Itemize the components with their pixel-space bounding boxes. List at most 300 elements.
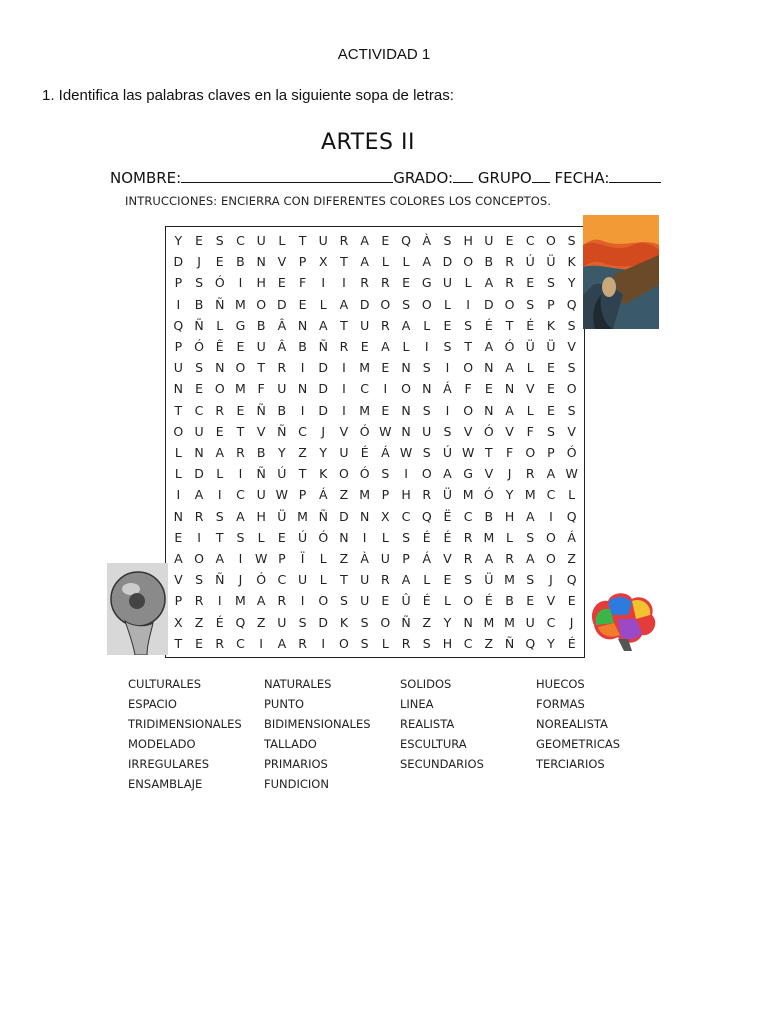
- grid-letter[interactable]: B: [236, 254, 245, 270]
- grid-letter[interactable]: R: [339, 339, 349, 355]
- grid-letter[interactable]: O: [463, 254, 474, 270]
- grid-letter[interactable]: Ú: [277, 466, 287, 482]
- grid-letter[interactable]: I: [342, 402, 346, 418]
- grid-letter[interactable]: M: [235, 593, 246, 609]
- grid-letter[interactable]: É: [443, 529, 452, 545]
- grid-letter[interactable]: É: [484, 317, 493, 333]
- grid-letter[interactable]: C: [236, 487, 245, 503]
- grid-letter[interactable]: S: [464, 572, 473, 588]
- grado-field[interactable]: [453, 168, 473, 183]
- grid-letter[interactable]: L: [381, 529, 389, 545]
- grid-letter[interactable]: E: [567, 593, 576, 609]
- grid-letter[interactable]: X: [318, 254, 328, 270]
- grid-letter[interactable]: O: [463, 402, 474, 418]
- grid-letter[interactable]: A: [215, 551, 225, 567]
- grid-letter[interactable]: Ú: [297, 529, 308, 545]
- grid-letter[interactable]: L: [423, 317, 431, 333]
- grid-letter[interactable]: A: [360, 254, 369, 270]
- grid-letter[interactable]: N: [463, 614, 473, 630]
- grid-letter[interactable]: S: [526, 572, 535, 588]
- grid-letter[interactable]: U: [256, 339, 266, 355]
- grid-letter[interactable]: M: [504, 614, 515, 630]
- grid-letter[interactable]: Q: [401, 233, 411, 249]
- grid-letter[interactable]: P: [298, 487, 307, 503]
- nombre-field[interactable]: [181, 168, 393, 183]
- grid-letter[interactable]: L: [526, 360, 534, 376]
- grid-letter[interactable]: B: [505, 593, 514, 609]
- grid-letter[interactable]: I: [300, 402, 305, 418]
- grid-letter[interactable]: Ó: [256, 572, 267, 588]
- grid-letter[interactable]: U: [277, 614, 287, 630]
- grid-letter[interactable]: A: [401, 317, 411, 333]
- grid-letter[interactable]: V: [525, 381, 535, 397]
- grid-letter[interactable]: I: [300, 360, 305, 376]
- grid-letter[interactable]: E: [505, 233, 514, 249]
- grid-letter[interactable]: L: [319, 296, 327, 312]
- grid-letter[interactable]: L: [506, 529, 514, 545]
- grid-letter[interactable]: R: [505, 551, 514, 567]
- grid-letter[interactable]: U: [442, 275, 453, 291]
- grid-letter[interactable]: Ó: [483, 423, 494, 439]
- grid-letter[interactable]: I: [238, 551, 243, 567]
- grid-letter[interactable]: Ó: [359, 423, 370, 439]
- grid-letter[interactable]: L: [216, 317, 224, 333]
- grid-letter[interactable]: É: [526, 317, 535, 333]
- grid-letter[interactable]: V: [505, 423, 514, 439]
- grid-letter[interactable]: A: [401, 572, 411, 588]
- grid-letter[interactable]: R: [505, 254, 514, 270]
- grid-letter[interactable]: P: [381, 487, 390, 503]
- grid-letter[interactable]: Â: [277, 317, 287, 333]
- grid-letter[interactable]: Ñ: [256, 402, 266, 418]
- grid-letter[interactable]: V: [277, 254, 287, 270]
- grid-letter[interactable]: R: [525, 466, 535, 482]
- grid-letter[interactable]: Ó: [214, 275, 225, 291]
- grid-letter[interactable]: T: [215, 529, 224, 545]
- grid-letter[interactable]: V: [463, 423, 473, 439]
- grid-letter[interactable]: L: [568, 487, 576, 503]
- grid-letter[interactable]: R: [194, 508, 204, 524]
- grid-letter[interactable]: D: [442, 254, 453, 270]
- grid-letter[interactable]: S: [567, 233, 576, 249]
- grid-letter[interactable]: É: [567, 635, 576, 651]
- grid-letter[interactable]: O: [173, 423, 184, 439]
- grid-letter[interactable]: B: [256, 317, 266, 333]
- grid-letter[interactable]: Ü: [484, 572, 494, 588]
- grid-letter[interactable]: I: [362, 529, 367, 545]
- grid-letter[interactable]: D: [484, 296, 494, 312]
- grid-letter[interactable]: U: [525, 614, 535, 630]
- grid-letter[interactable]: S: [526, 296, 535, 312]
- grid-letter[interactable]: S: [526, 529, 535, 545]
- grid-letter[interactable]: V: [546, 593, 556, 609]
- grid-letter[interactable]: M: [359, 402, 371, 418]
- grid-letter[interactable]: V: [567, 423, 576, 439]
- grid-letter[interactable]: J: [197, 254, 201, 270]
- grid-letter[interactable]: M: [524, 487, 536, 503]
- grid-letter[interactable]: S: [567, 402, 576, 418]
- grid-letter[interactable]: A: [194, 487, 204, 503]
- grid-letter[interactable]: É: [422, 593, 431, 609]
- grid-letter[interactable]: Ü: [546, 339, 556, 355]
- grid-letter[interactable]: O: [504, 296, 515, 312]
- grid-letter[interactable]: O: [566, 381, 577, 397]
- grid-letter[interactable]: I: [217, 593, 222, 609]
- grid-letter[interactable]: B: [484, 254, 494, 270]
- grupo-field[interactable]: [532, 168, 550, 183]
- grid-letter[interactable]: E: [484, 381, 493, 397]
- grid-letter[interactable]: N: [422, 381, 432, 397]
- grid-letter[interactable]: R: [236, 445, 245, 461]
- grid-letter[interactable]: I: [342, 275, 346, 291]
- grid-letter[interactable]: P: [547, 296, 555, 312]
- grid-letter[interactable]: Z: [256, 614, 266, 630]
- grid-letter[interactable]: A: [318, 317, 328, 333]
- grid-letter[interactable]: E: [215, 423, 224, 439]
- grid-letter[interactable]: O: [546, 233, 556, 249]
- grid-letter[interactable]: E: [443, 572, 452, 588]
- grid-letter[interactable]: R: [277, 593, 287, 609]
- grid-letter[interactable]: S: [443, 339, 452, 355]
- grid-letter[interactable]: Q: [566, 296, 577, 312]
- grid-letter[interactable]: E: [526, 275, 535, 291]
- grid-letter[interactable]: X: [174, 614, 183, 630]
- grid-letter[interactable]: W: [275, 487, 289, 503]
- grid-letter[interactable]: G: [463, 466, 473, 482]
- grid-letter[interactable]: H: [463, 233, 473, 249]
- grid-letter[interactable]: E: [236, 402, 245, 418]
- grid-letter[interactable]: O: [421, 466, 432, 482]
- grid-letter[interactable]: Ü: [525, 339, 535, 355]
- grid-letter[interactable]: H: [401, 487, 411, 503]
- grid-letter[interactable]: J: [507, 466, 512, 482]
- grid-letter[interactable]: E: [381, 360, 390, 376]
- grid-letter[interactable]: M: [483, 614, 495, 630]
- grid-letter[interactable]: M: [462, 487, 474, 503]
- grid-letter[interactable]: Ó: [318, 529, 329, 545]
- grid-letter[interactable]: Y: [567, 275, 576, 291]
- grid-letter[interactable]: N: [194, 445, 204, 461]
- grid-letter[interactable]: Ü: [277, 508, 287, 524]
- grid-letter[interactable]: O: [401, 381, 411, 397]
- grid-letter[interactable]: M: [235, 381, 246, 397]
- grid-letter[interactable]: A: [236, 508, 245, 524]
- grid-letter[interactable]: Y: [174, 233, 183, 249]
- grid-letter[interactable]: W: [379, 423, 392, 439]
- grid-letter[interactable]: A: [505, 360, 514, 376]
- grid-letter[interactable]: I: [176, 296, 181, 312]
- grid-letter[interactable]: É: [215, 614, 224, 630]
- grid-letter[interactable]: Ü: [442, 487, 453, 503]
- grid-letter[interactable]: Y: [505, 487, 514, 503]
- grid-letter[interactable]: C: [546, 487, 556, 503]
- grid-letter[interactable]: E: [195, 381, 203, 397]
- grid-letter[interactable]: I: [342, 360, 346, 376]
- grid-letter[interactable]: É: [360, 445, 369, 461]
- grid-letter[interactable]: I: [176, 487, 181, 503]
- grid-letter[interactable]: É: [484, 593, 493, 609]
- grid-letter[interactable]: M: [359, 487, 371, 503]
- grid-letter[interactable]: S: [195, 360, 203, 376]
- grid-letter[interactable]: U: [360, 317, 370, 333]
- grid-letter[interactable]: L: [319, 572, 327, 588]
- grid-letter[interactable]: I: [445, 360, 450, 376]
- grid-letter[interactable]: D: [318, 360, 329, 376]
- grid-letter[interactable]: A: [360, 233, 369, 249]
- grid-letter[interactable]: E: [443, 317, 452, 333]
- grid-letter[interactable]: Q: [566, 572, 577, 588]
- grid-letter[interactable]: U: [173, 360, 183, 376]
- grid-letter[interactable]: V: [443, 551, 452, 567]
- grid-letter[interactable]: O: [546, 551, 556, 567]
- grid-letter[interactable]: U: [360, 572, 370, 588]
- grid-letter[interactable]: F: [526, 423, 534, 439]
- grid-letter[interactable]: Ú: [525, 254, 535, 270]
- grid-letter[interactable]: Ó: [194, 339, 204, 355]
- grid-letter[interactable]: D: [318, 402, 329, 418]
- grid-letter[interactable]: S: [546, 275, 555, 291]
- grid-letter[interactable]: R: [381, 317, 390, 333]
- grid-letter[interactable]: J: [569, 614, 574, 630]
- grid-letter[interactable]: R: [360, 275, 369, 291]
- grid-letter[interactable]: Y: [547, 635, 555, 651]
- grid-letter[interactable]: N: [173, 508, 184, 524]
- grid-letter[interactable]: D: [339, 508, 349, 524]
- grid-letter[interactable]: U: [422, 423, 432, 439]
- grid-letter[interactable]: Á: [318, 487, 328, 503]
- grid-letter[interactable]: O: [546, 529, 556, 545]
- grid-letter[interactable]: L: [464, 275, 472, 291]
- grid-letter[interactable]: Â: [277, 339, 287, 355]
- grid-letter[interactable]: É: [422, 529, 431, 545]
- grid-letter[interactable]: I: [238, 275, 243, 291]
- grid-letter[interactable]: A: [381, 339, 390, 355]
- grid-letter[interactable]: S: [422, 402, 431, 418]
- grid-letter[interactable]: Ü: [546, 254, 556, 270]
- grid-letter[interactable]: N: [401, 360, 411, 376]
- grid-letter[interactable]: Ê: [215, 339, 224, 355]
- grid-letter[interactable]: N: [359, 508, 370, 524]
- grid-letter[interactable]: B: [484, 508, 494, 524]
- grid-letter[interactable]: E: [174, 529, 183, 545]
- grid-letter[interactable]: I: [217, 487, 222, 503]
- grid-letter[interactable]: A: [339, 296, 349, 312]
- grid-letter[interactable]: F: [464, 381, 472, 397]
- grid-letter[interactable]: P: [278, 551, 286, 567]
- grid-letter[interactable]: I: [321, 275, 326, 291]
- grid-letter[interactable]: K: [339, 614, 349, 630]
- grid-letter[interactable]: B: [298, 339, 307, 355]
- grid-letter[interactable]: Q: [173, 317, 184, 333]
- grid-letter[interactable]: L: [402, 254, 410, 270]
- grid-letter[interactable]: Q: [235, 614, 246, 630]
- grid-letter[interactable]: D: [359, 296, 370, 312]
- grid-letter[interactable]: S: [236, 529, 245, 545]
- grid-letter[interactable]: S: [298, 614, 307, 630]
- grid-letter[interactable]: J: [238, 572, 243, 588]
- grid-letter[interactable]: G: [235, 317, 246, 333]
- grid-letter[interactable]: Z: [484, 635, 494, 651]
- grid-letter[interactable]: Ñ: [401, 614, 411, 630]
- grid-letter[interactable]: F: [505, 445, 514, 461]
- grid-letter[interactable]: A: [525, 551, 535, 567]
- grid-letter[interactable]: E: [298, 296, 307, 312]
- grid-letter[interactable]: S: [195, 572, 203, 588]
- grid-letter[interactable]: E: [381, 593, 390, 609]
- grid-letter[interactable]: Ó: [359, 466, 370, 482]
- grid-letter[interactable]: E: [215, 254, 224, 270]
- grid-letter[interactable]: Á: [381, 445, 390, 461]
- grid-letter[interactable]: Z: [339, 551, 349, 567]
- grid-letter[interactable]: V: [484, 466, 494, 482]
- grid-letter[interactable]: Z: [298, 445, 307, 461]
- grid-letter[interactable]: U: [318, 233, 328, 249]
- grid-letter[interactable]: R: [215, 635, 225, 651]
- grid-letter[interactable]: V: [256, 423, 266, 439]
- grid-letter[interactable]: O: [194, 551, 204, 567]
- grid-letter[interactable]: X: [381, 508, 390, 524]
- grid-letter[interactable]: I: [424, 339, 429, 355]
- grid-letter[interactable]: I: [445, 402, 450, 418]
- grid-letter[interactable]: J: [549, 572, 553, 588]
- grid-letter[interactable]: I: [383, 381, 388, 397]
- grid-letter[interactable]: Ó: [566, 445, 577, 461]
- grid-letter[interactable]: D: [318, 381, 329, 397]
- grid-letter[interactable]: H: [442, 635, 453, 651]
- grid-letter[interactable]: T: [340, 254, 348, 270]
- grid-letter[interactable]: E: [360, 339, 369, 355]
- grid-letter[interactable]: L: [381, 254, 389, 270]
- grid-letter[interactable]: A: [525, 508, 535, 524]
- grid-letter[interactable]: A: [484, 339, 494, 355]
- grid-letter[interactable]: I: [238, 466, 243, 482]
- grid-letter[interactable]: Y: [278, 445, 286, 461]
- fecha-field[interactable]: [609, 168, 661, 183]
- grid-letter[interactable]: D: [277, 296, 287, 312]
- grid-letter[interactable]: U: [297, 572, 308, 588]
- grid-letter[interactable]: S: [567, 360, 576, 376]
- grid-letter[interactable]: T: [298, 466, 307, 482]
- grid-letter[interactable]: E: [381, 233, 390, 249]
- grid-letter[interactable]: I: [404, 466, 408, 482]
- grid-letter[interactable]: A: [505, 402, 514, 418]
- grid-letter[interactable]: S: [422, 635, 431, 651]
- grid-letter[interactable]: E: [546, 381, 555, 397]
- grid-letter[interactable]: B: [277, 402, 287, 418]
- grid-letter[interactable]: C: [360, 381, 370, 397]
- grid-letter[interactable]: C: [236, 635, 245, 651]
- grid-letter[interactable]: I: [259, 635, 263, 651]
- grid-letter[interactable]: D: [194, 466, 204, 482]
- grid-letter[interactable]: R: [215, 402, 225, 418]
- grid-letter[interactable]: U: [360, 593, 370, 609]
- grid-letter[interactable]: O: [463, 360, 474, 376]
- grid-letter[interactable]: S: [215, 233, 224, 249]
- grid-letter[interactable]: R: [277, 360, 287, 376]
- grid-letter[interactable]: S: [402, 529, 410, 545]
- grid-letter[interactable]: L: [443, 593, 451, 609]
- grid-letter[interactable]: N: [401, 423, 411, 439]
- grid-letter[interactable]: Á: [422, 551, 432, 567]
- grid-letter[interactable]: E: [546, 360, 555, 376]
- grid-letter[interactable]: A: [174, 551, 183, 567]
- grid-letter[interactable]: E: [402, 275, 410, 291]
- grid-letter[interactable]: Ñ: [318, 508, 328, 524]
- grid-letter[interactable]: S: [381, 466, 390, 482]
- grid-letter[interactable]: Y: [443, 614, 452, 630]
- grid-letter[interactable]: V: [339, 423, 349, 439]
- grid-letter[interactable]: U: [194, 423, 204, 439]
- grid-letter[interactable]: U: [339, 445, 349, 461]
- grid-letter[interactable]: Ñ: [318, 339, 328, 355]
- grid-letter[interactable]: T: [340, 572, 348, 588]
- grid-letter[interactable]: K: [546, 317, 556, 333]
- grid-letter[interactable]: N: [504, 381, 515, 397]
- grid-letter[interactable]: W: [461, 445, 475, 461]
- grid-letter[interactable]: C: [277, 572, 287, 588]
- grid-letter[interactable]: T: [174, 635, 183, 651]
- grid-letter[interactable]: E: [277, 275, 286, 291]
- grid-letter[interactable]: Y: [319, 445, 328, 461]
- grid-letter[interactable]: S: [464, 317, 473, 333]
- grid-letter[interactable]: E: [526, 593, 535, 609]
- grid-letter[interactable]: P: [298, 254, 307, 270]
- grid-letter[interactable]: U: [256, 487, 266, 503]
- grid-letter[interactable]: K: [319, 466, 328, 482]
- grid-letter[interactable]: Á: [567, 529, 576, 545]
- grid-letter[interactable]: Ó: [483, 487, 494, 503]
- grid-letter[interactable]: R: [505, 275, 514, 291]
- grid-letter[interactable]: S: [195, 275, 203, 291]
- grid-letter[interactable]: S: [402, 296, 410, 312]
- grid-letter[interactable]: S: [360, 635, 369, 651]
- grid-letter[interactable]: O: [214, 381, 225, 397]
- grid-letter[interactable]: W: [565, 466, 578, 482]
- grid-letter[interactable]: R: [194, 593, 204, 609]
- grid-letter[interactable]: T: [340, 317, 348, 333]
- grid-letter[interactable]: O: [463, 593, 474, 609]
- grid-letter[interactable]: C: [525, 233, 535, 249]
- grid-letter[interactable]: P: [547, 445, 555, 461]
- grid-letter[interactable]: A: [215, 445, 225, 461]
- grid-letter[interactable]: P: [174, 593, 183, 609]
- grid-letter[interactable]: N: [297, 317, 308, 333]
- grid-letter[interactable]: V: [567, 339, 576, 355]
- grid-letter[interactable]: O: [339, 635, 349, 651]
- grid-letter[interactable]: Ñ: [215, 296, 225, 312]
- grid-letter[interactable]: Q: [566, 508, 577, 524]
- grid-letter[interactable]: O: [380, 296, 391, 312]
- grid-letter[interactable]: Z: [339, 487, 349, 503]
- grid-letter[interactable]: O: [380, 614, 391, 630]
- grid-letter[interactable]: S: [422, 445, 431, 461]
- grid-letter[interactable]: O: [525, 445, 536, 461]
- grid-letter[interactable]: U: [277, 381, 287, 397]
- grid-letter[interactable]: Q: [525, 635, 536, 651]
- grid-letter[interactable]: L: [216, 466, 224, 482]
- grid-letter[interactable]: W: [254, 551, 268, 567]
- grid-letter[interactable]: S: [443, 233, 452, 249]
- grid-letter[interactable]: N: [401, 402, 411, 418]
- grid-letter[interactable]: O: [339, 466, 349, 482]
- grid-letter[interactable]: N: [484, 360, 494, 376]
- grid-letter[interactable]: R: [339, 233, 349, 249]
- grid-letter[interactable]: Z: [567, 551, 576, 567]
- grid-letter[interactable]: A: [256, 593, 266, 609]
- grid-letter[interactable]: À: [360, 551, 369, 567]
- grid-letter[interactable]: J: [321, 423, 326, 439]
- grid-letter[interactable]: N: [256, 254, 266, 270]
